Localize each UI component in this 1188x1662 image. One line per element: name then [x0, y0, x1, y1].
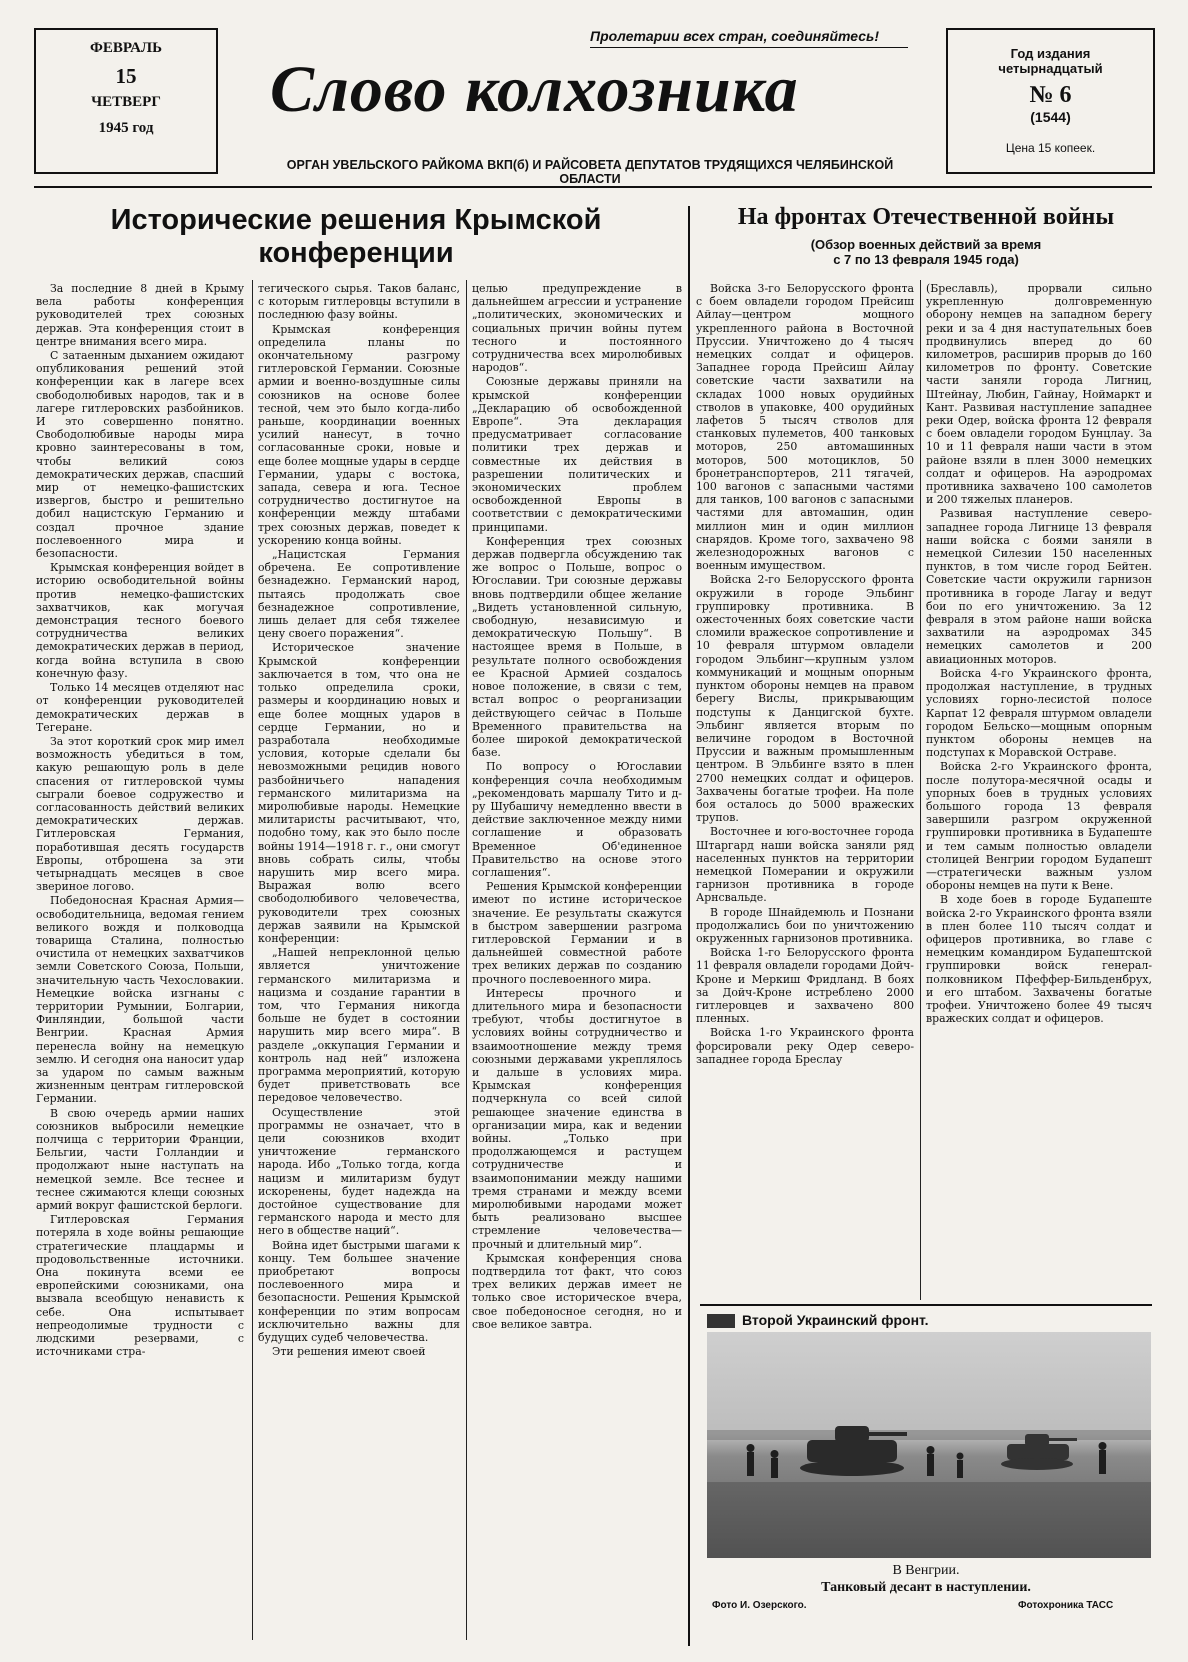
photo-caption-line2: Танковый десант в наступлении. — [821, 1580, 1031, 1595]
left-headline — [36, 204, 676, 271]
issue-year-line2: четырнадцатый — [998, 61, 1103, 76]
paragraph: Осуществление этой программы не означает, что в цели союзников входит уничтожение германского народа. Ибо „Только тогда, когда нацизм и милитаризм будут искоренены, будет надежда на достойное существование для германского народа и место для него в обществе наций“. — [258, 1105, 460, 1238]
issue-price: Цена 15 копеек. — [1005, 141, 1096, 155]
right-subhead — [700, 238, 1152, 268]
date-box — [34, 28, 218, 174]
left-article-column-3 — [472, 282, 682, 1642]
newspaper-title: Слово колхозника — [270, 53, 799, 126]
date-year: 1945 год — [98, 120, 154, 137]
paragraph: Войска 4-го Украинского фронта, продолжая наступление, в трудных условиях горно-лесистой полосе Карпат 12 февраля штурмом овладели городом Бельско—мощным опорным пунктом обороны немцев на подступах к Моравской Остраве. — [926, 666, 1152, 760]
tank-photo-illustration — [707, 1332, 1151, 1558]
section-rule — [688, 206, 690, 1646]
slogan: Пролетарии всех стран, соединяйтесь! — [590, 28, 879, 44]
photo-caption-line1: В Венгрии. — [892, 1563, 960, 1578]
date-month: ФЕВРАЛЬ — [89, 40, 163, 56]
issue-number: № 6 — [1029, 82, 1072, 108]
paragraph: Крымская конференция снова подтвердила тот факт, что союз трех великих держав имеет не только свое историческое вчера, свое победоносное сегодня, но и свое великое завтра. — [472, 1251, 682, 1331]
paragraph: (Бреславль), прорвали сильно укрепленную долговременную оборону немцев на западном берегу реки и за 4 дня наступательных боев продвинулись вперед до 60 километров, расширив прорыв до 160 километров по фронту. Советские части заняли города Лигниц, Штейнау, Любин, Гайнау, Ноймаркт и Кант. Развивая наступление западнее реки Одер, войска фронта 12 февраля с боем овладели городом Бунцлау. За 10 и 11 февраля наши части в этом районе взяли в плен 3000 немецких солдат и офицеров. На аэродромах противника захвачено 100 самолетов и 200 тяжелых планеров. — [926, 282, 1152, 507]
photo-caption-top: Второй Украинский фронт. — [742, 1312, 929, 1328]
paragraph: Гитлеровская Германия потеряла в ходе войны решающие стратегические плацдармы и продовольственные источники. Она покинута всеми ее европейскими союзниками, она вызвала всеобщую ненависть к себе. Она испытывает непреодолимые трудности с людскими резервами, с источниками стра- — [36, 1213, 244, 1359]
masthead-divider — [34, 186, 1152, 188]
paragraph: Развивая наступление северо-западнее города Лигнице 13 февраля наши войска с боями заняли в немецкой Силезии 150 населенных пунктов, в том числе город Бейтен. Советские части окружили гарнизон противника в городе Лагау и ведут бои по его уничтожению. За 12 февраля в этом районе наши войска захватили на аэродромах 345 немецких самолетов и 200 авиационных моторов. — [926, 507, 1152, 666]
paragraph: Восточнее и юго-восточнее города Штаргард наши войска заняли ряд населенных пунктов на территории немецкой Померании и окружили гарнизон противника в городе Арнсвальде. — [696, 825, 914, 905]
paragraph: Войска 1-го Украинского фронта форсировали реку Одер северо-западнее города Бреслау — [696, 1026, 914, 1066]
paragraph: целью предупреждение в дальнейшем агрессии и устранение „политических, экономических и социальных причин войны путем тесного и постоянного сотрудничества всех миролюбивых народов“. — [472, 282, 682, 375]
photo-caption — [700, 1562, 1152, 1596]
issue-year-line1: Год издания — [1010, 46, 1091, 61]
right-headline: На фронтах Отечественной войны — [737, 204, 1115, 230]
paragraph: Войска 2-го Белорусского фронта окружили в городе Эльбинг группировку противника. В ожесточенных боях советские части сломили вражеское сопротивление и 10 февраля штурмом овладели городом Эльбинг—крупным узлом коммуникаций и мощным опорным пунктом обороны немцев на правом берегу Вислы, прикрывающим подступы к Данцигской бухте. Эльбинг является вторым по величине городом в Восточной Пруссии и важным промышленным центром. В Эльбинге взято в плен 2700 немецких солдат и офицеров. Захвачены богатые трофеи. На поле боя осталось до 5000 вражеских трупов. — [696, 573, 914, 825]
paragraph: В ходе боев в городе Будапеште войска 2-го Украинского фронта взяли в плен более 110 тысяч солдат и офицеров противника, во главе с немецким командиром Будапештской группировки войск генерал-полковником Пфеффер-Бильденбрух, и его штабом. Захвачены богатые трофеи. Уничтожено более 49 тысяч вражеских солдат и офицеров. — [926, 893, 1152, 1026]
right-subhead-line1: (Обзор военных действий за время — [810, 237, 1042, 252]
paragraph: Только 14 месяцев отделяют нас от конференции руководителей демократических держав в Тегеране. — [36, 681, 244, 734]
issue-box — [946, 28, 1155, 174]
slogan-underline — [590, 47, 908, 48]
paragraph: Конференция трех союзных держав подвергла обсуждению так же вопрос о Польше, вопрос о Югославии. Три союзные державы вновь подтвердили общее желание „Видеть установленной сильную, свободную, независимую и демократическую Польшу“. В настоящее время в Польше, в результате полного освобождения ее Красной Армией создалось новое положение, в связи с тем, встал вопрос о реорганизации действующего сейчас в Польше Временного правительства на более широкой демократической базе. — [472, 534, 682, 760]
paragraph: тегического сырья. Таков баланс, с которым гитлеровцы вступили в последнюю фазу войны. — [258, 282, 460, 322]
paragraph: Историческое значение Крымской конференции заключается в том, что она не только определила сроки, размеры и координацию новых и еще более мощных ударов в сердце Германии, но и разработала необходимые условия, которые сделали бы невозможными рецидив нового разбойничьего нападения германского милитаризма на миролюбивые народы. Немецкие милитаристы расчитывают, что, подобно тому, как это было после войны 1914—1918 г. г., они смогут вновь собрать силы, чтобы нарушить мир всего мира. Выражая волю всего свободолюбивого человечества, руководители трех союзных держав заявили на Крымской конференции: — [258, 641, 460, 945]
paragraph: Эти решения имеют своей — [272, 1345, 426, 1359]
paragraph: Крымская конференция определила планы по окончательному разгрому гитлеровской Германии. Союзные армии и военно-воздушные силы союзников на основе более тесной, чем это было когда-либо раньше, координации военных усилий нанесут, в точно согласованные сроки, новые и еще более мощные удары в сердце Германии, удары с востока, запада, севера и юга. Тесное сотрудничество достигнутое на конференции между штабами трех союзных держав, поведет к ускорению конца войны. — [258, 322, 460, 547]
paragraph: Войска 2-го Украинского фронта, после полутора-месячной осады и упорных боев в трудных условиях большого города 13 февраля завершили разгром окруженной группировки противника в Будапеште и тем самым полностью овладели столицей Венгрии городом Будапешт—стратегически важным узлом обороны немцев на пути к Вене. — [926, 760, 1152, 893]
newspaper-organ: ОРГАН УВЕЛЬСКОГО РАЙКОМА ВКП(б) И РАЙСОВЕТА ДЕПУТАТОВ ТРУДЯЩИХСЯ ЧЕЛЯБИНСКОЙ ОБЛАСТИ — [286, 158, 894, 186]
paragraph: Война идет быстрыми шагами к концу. Тем большее значение приобретают вопросы послевоенного мира и безопасности. Решения Крымской конференции по этим вопросам исключительно важны для будущих судеб человечества. — [258, 1238, 460, 1345]
caption-marker — [707, 1314, 735, 1328]
paragraph: За этот короткий срок мир имел возможность убедиться в том, какую решающую роль в деле спасения от гитлеровской чумы сыграли боевое содружество и согласованность действий великих демократических держав. Гитлеровская Германия, поработившая десять государств Европы, отброшена за эти четырнадцать месяцев в свое звериное логово. — [36, 734, 244, 894]
paragraph: Войска 3-го Белорусского фронта с боем овладели городом Прейсиш Айлау—центром мощного укрепленного района в Восточной Пруссии. Уничтожено до 4 тысяч немецких солдат и офицеров. Западнее города Прейсиш Айлау советские части захватили на складах 1000 новых орудийных стволов в упаковке, 400 орудийных лафетов 5 тысяч стволов для станковых пулеметов, 400 танковых моторов, 250 автомашинных моторов, 500 мотоциклов, 50 бронетранспортеров, 211 тягачей, 100 вагонов с запасными частями для танков, 100 вагонов с запасными частями для автомашин, один миллион мин и один миллион снарядов. Кроме того, захвачено 98 железнодорожных вагонов с военным имуществом. — [696, 282, 914, 573]
paragraph: Решения Крымской конференции имеют по истине историческое значение. Ее результаты скажутся в быстром завершении разгрома гитлеровской Германии и в дальнейшей совместной работе трех великих держав по созданию прочного послевоенного мира. — [472, 880, 682, 986]
photo-tank-assault — [707, 1332, 1151, 1558]
paragraph: „Нацистская Германия обречена. Ее сопротивление безнадежно. Германский народ, пытаясь продолжать свое безнадежное сопротивление, лишь делает для себя тяжелее цену своего поражения“. — [258, 548, 460, 641]
paragraph: В городе Шнайдемюль и Познани продолжались бои по уничтожению окруженных гарнизонов противника. — [696, 905, 914, 945]
photo-credit-right: Фотохроника ТАСС — [1018, 1600, 1114, 1611]
column-rule — [466, 280, 467, 1640]
issue-total: (1544) — [1030, 109, 1071, 125]
column-rule — [920, 280, 921, 1300]
paragraph: По вопросу о Югославии конференция сочла необходимым „рекомендовать маршалу Тито и д-ру Шубашичу немедленно ввести в действие заключенное между ними соглашение и образовать Временное Об'единенное Правительство на основе этого соглашения“. — [472, 760, 682, 879]
paragraph: Войска 1-го Белорусского фронта 11 февраля овладели городами Дойч-Кроне и Меркиш Фридланд. В боях за Дойч-Кроне истреблено 2000 гитлеровцев и захвачено 800 пленных. — [696, 946, 914, 1026]
paragraph: Союзные державы приняли на крымской конференции „Декларацию об освобожденной Европе“. Эта декларация предусматривает согласование политики трех держав и совместные их действия в разрешении политических и экономических проблем освобожденной Европы в соответствии с демократическими принципами. — [472, 375, 682, 534]
column-rule — [252, 280, 253, 1640]
paragraph: Крымская конференция войдет в историю освободительной войны против немецко-фашистских захватчиков, как могучая демонстрация тесного боевого сотрудничества великих демократических держав в период, когда война вступила в свою конечную фазу. — [36, 561, 244, 680]
right-article-column-2 — [926, 282, 1152, 1302]
date-day: 15 — [115, 63, 137, 88]
date-weekday: ЧЕТВЕРГ — [91, 93, 161, 110]
left-headline-line2: конференции — [258, 237, 454, 270]
paragraph: „Нашей непреклонной целью является уничтожение германского милитаризма и нацизма и создание гарантии в том, что Германия никогда больше не будет в состоянии нарушить мир всего мира“. В разделе „оккупация Германии и контроль над ней“ изложена программа мероприятий, которую будет приветствовать все передовое человечество. — [258, 946, 460, 1105]
left-article-column-2 — [258, 282, 460, 1642]
paragraph: За последние 8 дней в Крыму вела работы конференция руководителей трех союзных держав. Эта конференция стоит в центре внимания всего мира. — [36, 282, 244, 348]
photo-credit-left: Фото И. Озерского. — [712, 1600, 807, 1611]
right-article-column-1 — [696, 282, 914, 1302]
paragraph: С затаенным дыханием ожидают опубликования решений этой конференции как в лагере всех свободолюбивых народов, так и в лагере гитлеровских разбойников. И это совершенно понятно. Свободолюбивые народы мира кровно заинтересованы в том, чтобы великий союз демократических держав, спасший мир от немецко-фашистских извергов, быстро и решительно добил нацистскую Германию и создал прочное здание послевоенного мира и безопасности. — [36, 349, 244, 561]
paragraph: В свою очередь армии наших союзников выбросили немецкие полчища с территории Франции, Бельгии, части Голландии и продолжают ныне наступать на немецкой земле. Все теснее и теснее сжимаются клещи союзных армий вокруг фашистской берлоги. — [36, 1106, 244, 1213]
paragraph: Победоносная Красная Армия—освободительница, ведомая гением великого вождя и полководца товарища Сталина, полностью очистила от немецких захватчиков земли Советского Союза, Польши, значительную часть Чехословакии. Немецкие войска изгнаны с территории Румынии, Болгарии, Финляндии, большой части Венгрии. Красная Армия перенесла войну на немецкую землю. И сегодня она наносит удар за ударом по самым важным жизненным центрам гитлеровской Германии. — [36, 894, 244, 1106]
paragraph: Интересы прочного и длительного мира и безопасности требуют, чтобы достигнутое в условиях войны сотрудничество и взаимоотношение между тремя союзными державами укреплялось и дальше в условиях мира. Крымская конференция подчеркнула со всей силой решающее значение единства в организации мира, как и ведении войны. „Только при продолжающемся и растущем сотрудничестве и взаимопонимании между нашими тремя странами и между всеми миролюбивыми народами может быть реализовано высшее стремление человечества—прочный и длительный мир“. — [472, 986, 682, 1251]
left-headline-line1: Исторические решения Крымской — [110, 204, 602, 236]
right-subhead-line2: с 7 по 13 февраля 1945 года) — [833, 251, 1019, 267]
left-article-column-1 — [36, 282, 244, 1642]
photo-top-rule — [700, 1304, 1152, 1306]
